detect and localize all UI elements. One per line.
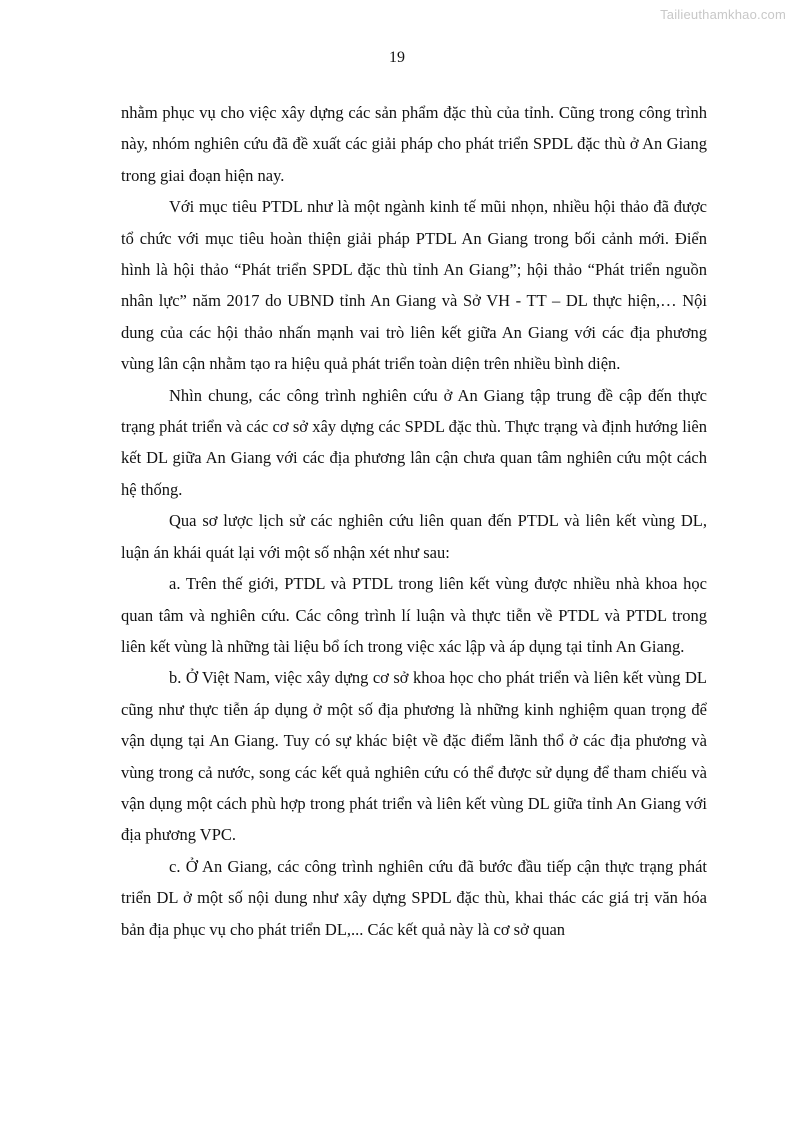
paragraph-continuation: nhằm phục vụ cho việc xây dựng các sản phẩm đặc thù của tỉnh. Cũng trong công trình này, nhóm nghiên cứu đã đề xuất các giải pháp cho phát triển SPDL đặc thù ở An Giang trong giai đoạn hiện nay.: [121, 103, 707, 185]
document-body: [121, 97, 707, 945]
paragraph: Nhìn chung, các công trình nghiên cứu ở An Giang tập trung đề cập đến thực trạng phát triển và các cơ sở xây dựng các SPDL đặc thù. Thực trạng và định hướng liên kết DL giữa An Giang với các địa phương lân cận chưa quan tâm nghiên cứu một cách hệ thống.: [121, 385, 707, 499]
list-item-b: b. Ở Việt Nam, việc xây dựng cơ sở khoa học cho phát triển và liên kết vùng DL cũng như thực tiễn áp dụng ở một số địa phương là những kinh nghiệm quan trọng để vận dụng tại An Giang. Tuy có sự khác biệt về đặc điểm lãnh thổ ở các địa phương và vùng trong cả nước, song các kết quả nghiên cứu có thể được sử dụng để tham chiếu và vận dụng một cách phù hợp trong phát triển và liên kết vùng DL giữa tỉnh An Giang với địa phương VPC.: [121, 668, 707, 845]
list-item-c: c. Ở An Giang, các công trình nghiên cứu đã bước đầu tiếp cận thực trạng phát triển DL ở một số nội dung như xây dựng SPDL đặc thù, khai thác các giá trị văn hóa bản địa phục vụ cho phát triển DL,... Các kết quả này là cơ sở quan: [121, 856, 707, 939]
watermark: Tailieuthamkhao.com: [660, 7, 786, 22]
paragraph: Qua sơ lược lịch sử các nghiên cứu liên quan đến PTDL và liên kết vùng DL, luận án khái quát lại với một số nhận xét như sau:: [121, 511, 707, 562]
paragraph: Với mục tiêu PTDL như là một ngành kinh tế mũi nhọn, nhiều hội thảo đã được tổ chức với mục tiêu hoàn thiện giải pháp PTDL An Giang trong bối cảnh mới. Điển hình là hội thảo “Phát triển SPDL đặc thù tỉnh An Giang”; hội thảo “Phát triển nguồn nhân lực” năm 2017 do UBND tỉnh An Giang và Sở VH - TT – DL thực hiện,… Nội dung của các hội thảo nhấn mạnh vai trò liên kết giữa An Giang với các địa phương vùng lân cận nhằm tạo ra hiệu quả phát triển toàn diện trên nhiều bình diện.: [121, 197, 707, 374]
list-item-a: a. Trên thế giới, PTDL và PTDL trong liên kết vùng được nhiều nhà khoa học quan tâm và nghiên cứu. Các công trình lí luận và thực tiễn về PTDL và PTDL trong liên kết vùng là những tài liệu bổ ích trong việc xác lập và áp dụng tại tỉnh An Giang.: [121, 574, 707, 656]
page-number: 19: [389, 49, 405, 66]
